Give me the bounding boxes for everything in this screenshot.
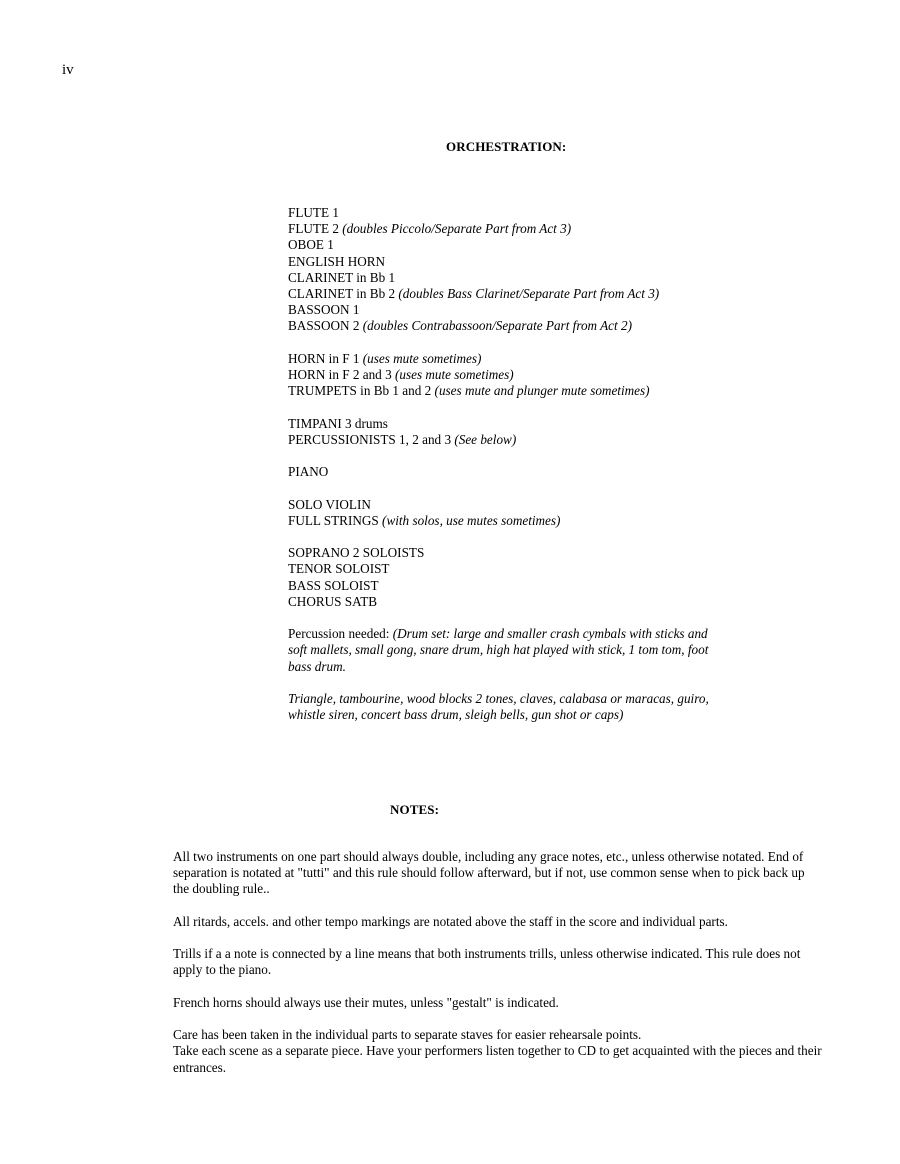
instrument-line: [288, 318, 848, 334]
instrument-line: [288, 464, 848, 480]
instrument-note: (uses mute sometimes): [362, 350, 482, 366]
note-paragraph: All ritards, accels. and other tempo markings are notated above the staff in the score and individual parts.: [173, 913, 728, 929]
instrument-note: (See below): [454, 431, 517, 447]
percussion-group: [288, 416, 848, 448]
strings-group: [288, 497, 848, 529]
instrument-line: [288, 205, 848, 221]
brass-group: [288, 351, 848, 400]
instrument-line: [288, 561, 848, 577]
notes-heading: NOTES:: [390, 802, 440, 817]
woodwinds-group: [288, 205, 848, 335]
note-paragraph: French horns should always use their mutes, unless "gestalt" is indicated.: [173, 994, 559, 1010]
instrument-line: [288, 221, 848, 237]
instrument-name: PIANO: [288, 464, 329, 480]
instrument-line: [288, 497, 848, 513]
instrument-note: (doubles Piccolo/Separate Part from Act 3): [342, 221, 572, 237]
instrument-line: [288, 286, 848, 302]
note-paragraph: Trills if a a note is connected by a line means that both instruments trills, unless otherwise indicated. This rule does not apply to the piano.: [173, 946, 801, 978]
instrument-line: [288, 432, 848, 448]
orchestration-heading: ORCHESTRATION:: [446, 139, 567, 154]
instrument-name: CLARINET in Bb 2: [288, 286, 399, 302]
instrument-line: [288, 351, 848, 367]
instrument-name: FULL STRINGS: [288, 512, 383, 528]
orchestration-list: [288, 205, 848, 740]
instrument-line: [288, 237, 848, 253]
notes-body: [173, 849, 823, 1092]
instrument-name: TIMPANI 3 drums: [288, 415, 388, 431]
instrument-line: [288, 270, 848, 286]
instrument-note: (uses mute and plunger mute sometimes): [434, 383, 650, 399]
instrument-line: [288, 545, 848, 561]
instrument-name: FLUTE 2: [288, 221, 343, 237]
instrument-name: BASSOON 2: [288, 318, 363, 334]
instrument-name: TRUMPETS in Bb 1 and 2: [288, 383, 435, 399]
instrument-name: CHORUS SATB: [288, 593, 378, 609]
instrument-name: TENOR SOLOIST: [288, 561, 390, 577]
instrument-line: [288, 383, 848, 399]
percussion-needed-drum-set: (Drum set: large and smaller crash cymbals with sticks and soft mallets, small gong, snare drum, high hat played with stick, 1 tom tom, foot bass drum.: [288, 626, 709, 674]
percussion-needed-label: Percussion needed:: [288, 626, 393, 642]
instrument-note: (uses mute sometimes): [394, 367, 514, 383]
instrument-note: (doubles Bass Clarinet/Separate Part from Act 3): [398, 286, 660, 302]
instrument-name: SOPRANO 2 SOLOISTS: [288, 545, 425, 561]
instrument-note: (doubles Contrabassoon/Separate Part from Act 2): [362, 318, 632, 334]
note-paragraph: All two instruments on one part should always double, including any grace notes, etc., unless otherwise notated. End of separation is notated at "tutti" and this rule should follow afterward, but if not, use common sense when to pick back up the doubling rule..: [173, 849, 805, 897]
instrument-line: [288, 254, 848, 270]
page-number: iv: [62, 62, 74, 78]
voices-group: [288, 545, 848, 610]
instrument-line: [288, 513, 848, 529]
keyboard-group: [288, 464, 848, 480]
instrument-name: HORN in F 1: [288, 350, 363, 366]
instrument-name: SOLO VIOLIN: [288, 496, 371, 512]
instrument-line: [288, 578, 848, 594]
instrument-name: OBOE 1: [288, 237, 334, 253]
percussion-needed-other-paragraph: Triangle, tambourine, wood blocks 2 tones, claves, calabasa or maracas, guiro, whistle siren, concert bass drum, sleigh bells, gun shot or caps): [288, 690, 709, 723]
instrument-name: CLARINET in Bb 1: [288, 269, 396, 285]
instrument-line: [288, 367, 848, 383]
instrument-name: FLUTE 1: [288, 205, 339, 220]
percussion-needed-paragraph: [288, 626, 718, 675]
instrument-line: [288, 416, 848, 432]
instrument-name: ENGLISH HORN: [288, 253, 386, 269]
instrument-line: [288, 594, 848, 610]
instrument-name: PERCUSSIONISTS 1, 2 and 3: [288, 431, 455, 447]
instrument-line: [288, 302, 848, 318]
note-paragraph: Take each scene as a separate piece. Have your performers listen together to CD to get acquainted with the pieces and their entrances.: [173, 1043, 822, 1075]
instrument-name: BASS SOLOIST: [288, 577, 379, 593]
note-paragraph: Care has been taken in the individual parts to separate staves for easier rehearsale points.: [173, 1027, 642, 1043]
instrument-name: BASSOON 1: [288, 302, 360, 318]
instrument-note: (with solos, use mutes sometimes): [382, 512, 561, 528]
instrument-name: HORN in F 2 and 3: [288, 367, 395, 383]
